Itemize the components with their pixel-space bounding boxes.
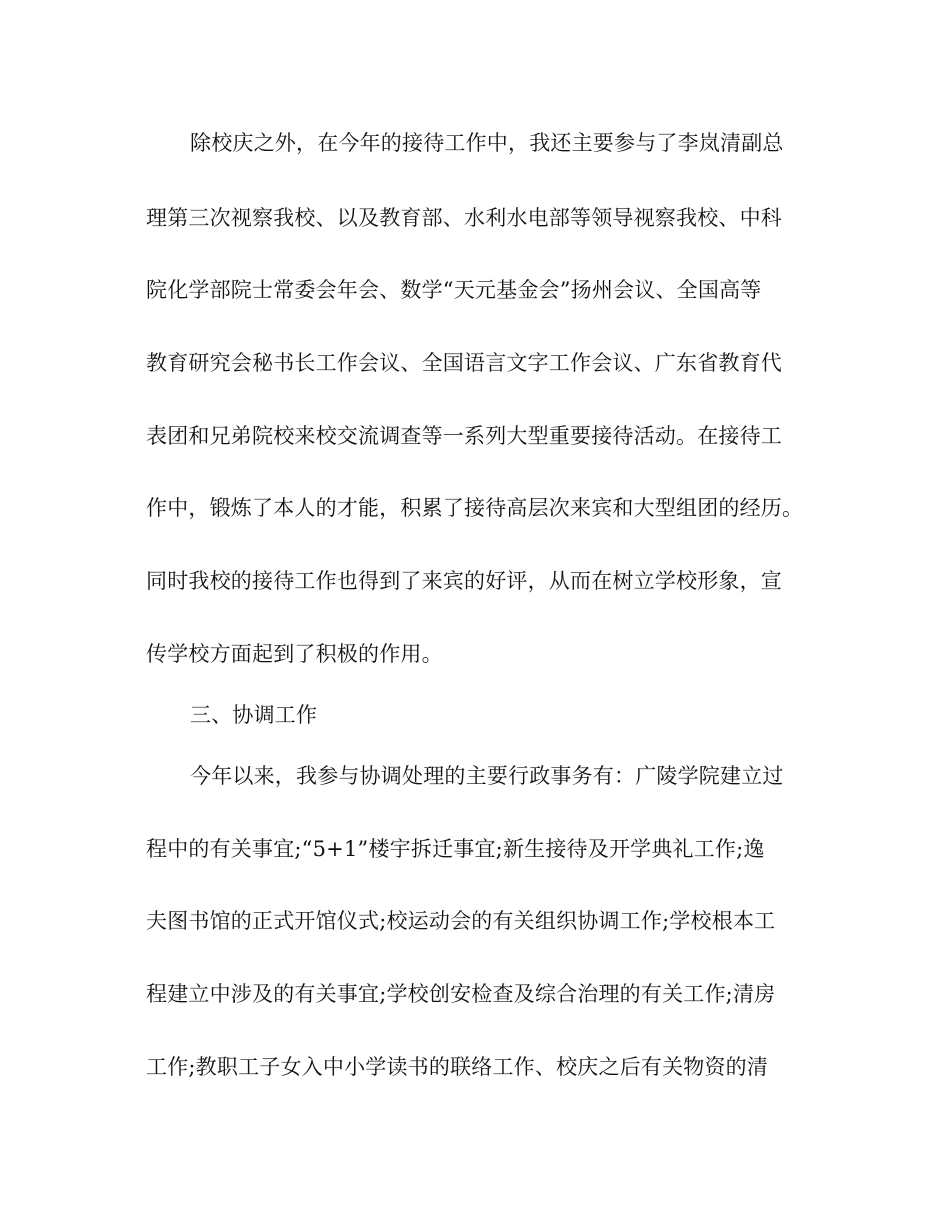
- paragraph-line: 作中，锻炼了本人的才能，积累了接待高层次来宾和大型组团的经历。: [146, 496, 804, 520]
- paragraph-line: 院化学部院士常委会年会、数学“天元基金会”扬州会议、全国高等: [146, 278, 762, 302]
- paragraph-line: 除校庆之外，在今年的接待工作中，我还主要参与了李岚清副总: [190, 131, 784, 155]
- paragraph-line: 夫图书馆的正式开馆仪式;校运动会的有关组织协调工作;学校根本工: [146, 909, 776, 933]
- paragraph-line: 程建立中涉及的有关事宜;学校创安检查及综合治理的有关工作;清房: [146, 982, 776, 1006]
- paragraph-line: 教育研究会秘书长工作会议、全国语言文字工作会议、广东省教育代: [146, 351, 782, 375]
- paragraph-line: 同时我校的接待工作也得到了来宾的好评，从而在树立学校形象，宣: [146, 569, 782, 593]
- paragraph-line: 理第三次视察我校、以及教育部、水利水电部等领导视察我校、中科: [146, 206, 782, 230]
- paragraph-line: 程中的有关事宜;“5+1”楼宇拆迁事宜;新生接待及开学典礼工作;逸: [146, 837, 765, 861]
- paragraph-line: 传学校方面起到了积极的作用。: [146, 642, 443, 666]
- paragraph-line: 今年以来，我参与协调处理的主要行政事务有：广陵学院建立过: [190, 764, 784, 788]
- paragraph-line: 表团和兄弟院校来校交流调查等一系列大型重要接待活动。在接待工: [146, 424, 782, 448]
- paragraph-line: 工作;教职工子女入中小学读书的联络工作、校庆之后有关物资的清: [146, 1055, 769, 1079]
- section-heading: 三、协调工作: [190, 703, 318, 727]
